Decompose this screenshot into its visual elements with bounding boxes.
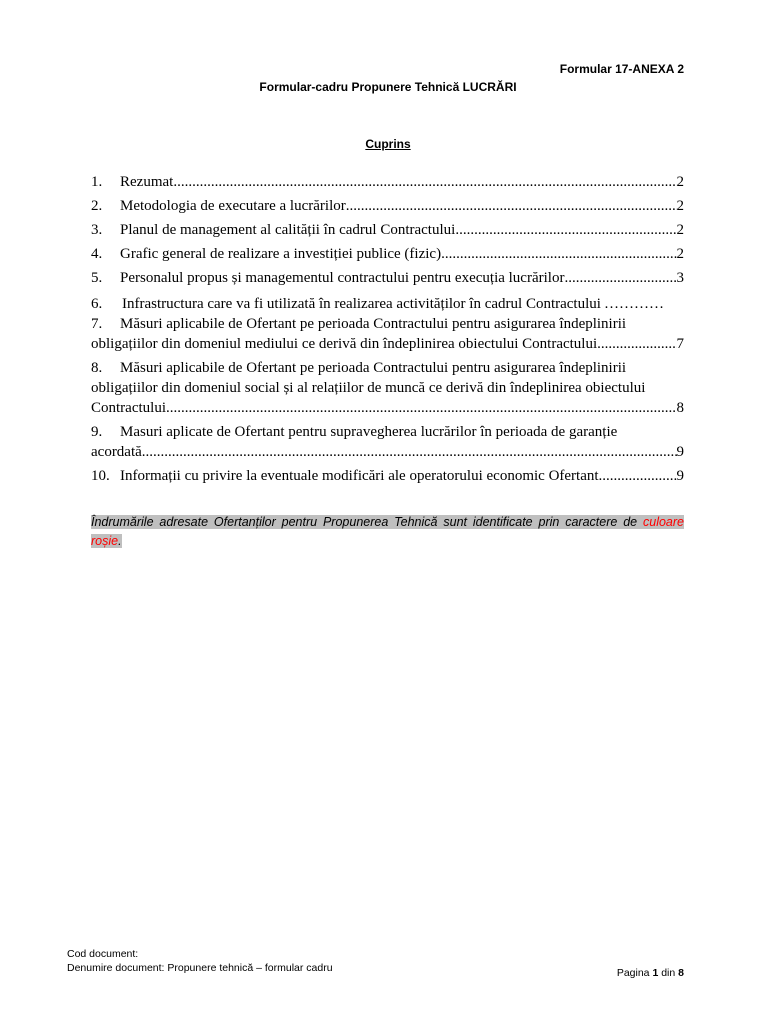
toc-item-5[interactable] [91,268,684,288]
toc-item-text: Informații cu privire la eventuale modificări ale operatorului economic Ofertant [120,468,599,484]
toc-item-number: 7. [91,316,103,332]
toc-item-9[interactable] [91,422,684,462]
footer-cod-document: Cod document: [67,948,139,960]
toc-leader-dots [599,466,677,486]
page-mid: din [658,967,679,979]
toc-item-number: 2. [91,198,103,214]
toc-leader-dots [455,220,676,240]
toc-item-number: 9. [91,424,103,440]
toc-item-text: Infrastructura care va fi utilizată în realizarea activităților în cadrul Contractului [122,296,601,312]
table-of-contents [91,172,684,486]
toc-leader-dots [173,172,676,192]
toc-item-number: 1. [91,174,103,190]
toc-leader-dots [166,398,677,418]
toc-item-2[interactable] [91,196,684,216]
footer-document-name: Denumire document: Propunere tehnică – formular cadru [67,962,333,974]
toc-item-page: 2 [676,222,684,238]
toc-item-4[interactable] [91,244,684,264]
toc-item-text: Personalul propus și managementul contractului pentru execuția lucrărilor [120,270,565,286]
document-title: Formular-cadru Propunere Tehnică LUCRĂRI [259,80,517,94]
toc-item-7[interactable] [91,314,684,354]
toc-item-page: 2 [676,174,684,190]
toc-item-page: 8 [676,400,684,416]
toc-item-3[interactable] [91,220,684,240]
toc-item-6[interactable] [91,294,684,314]
toc-item-number: 5. [91,270,103,286]
toc-item-text: Masuri aplicate de Ofertant pentru supravegherea lucrărilor în perioada de garanție [120,424,618,440]
toc-item-number: 10. [91,468,110,484]
toc-leader-dots [346,196,677,216]
toc-item-10[interactable] [91,466,684,486]
page-current: 1 [652,967,659,979]
toc-item-page: 3 [676,270,684,286]
toc-item-page: 2 [676,246,684,262]
toc-item-text: Planul de management al calității în cadrul Contractului [120,222,456,238]
toc-item-page: 9 [676,444,684,460]
toc-leader-dots [597,334,676,354]
toc-item-text: Grafic general de realizare a investiției publice (fizic) [120,246,442,262]
footer-document-info [67,947,333,975]
toc-item-number: 3. [91,222,103,238]
toc-item-text-cont: acordată [91,444,142,460]
guidance-end: . [118,534,122,548]
toc-item-1[interactable] [91,172,684,192]
toc-leader-dots [564,268,676,288]
guidance-text: Îndrumările adresate Ofertanților pentru Propunerea Tehnică sunt identificate prin caractere de [91,515,643,529]
guidance-note [91,513,684,551]
toc-item-number: 4. [91,246,103,262]
toc-item-trail: ………… [603,296,664,312]
page-total: 8 [678,967,684,979]
toc-item-text-cont: obligațiilor din domeniul mediului ce derivă din îndeplinirea obiectului Contractului [91,336,598,352]
guidance-red-text: culoare roșie [91,515,684,548]
toc-item-number: 6. [91,296,103,312]
toc-item-page: 9 [676,468,684,484]
toc-heading: Cuprins [365,137,411,151]
toc-item-text: Metodologia de executare a lucrărilor [120,198,346,214]
toc-item-text: Măsuri aplicabile de Ofertant pe perioada Contractului pentru asigurarea îndeplinirii [120,316,627,332]
toc-leader-dots [142,442,677,462]
form-code: Formular 17-ANEXA 2 [559,62,684,76]
toc-item-page: 2 [676,198,684,214]
toc-item-page: 7 [676,336,684,352]
toc-item-number: 8. [91,360,103,376]
toc-item-8[interactable] [91,358,684,418]
toc-item-text: Rezumat [120,174,174,190]
page-prefix: Pagina [616,967,653,979]
toc-item-text-cont: Contractului [91,400,166,416]
toc-item-text-cont: obligațiilor din domeniul social și al relațiilor de muncă ce derivă din îndeplinirea obiectului [91,380,646,396]
toc-leader-dots [441,244,676,264]
page-number [617,967,684,979]
toc-item-text: Măsuri aplicabile de Ofertant pe perioada Contractului pentru asigurarea îndeplinirii [120,360,627,376]
